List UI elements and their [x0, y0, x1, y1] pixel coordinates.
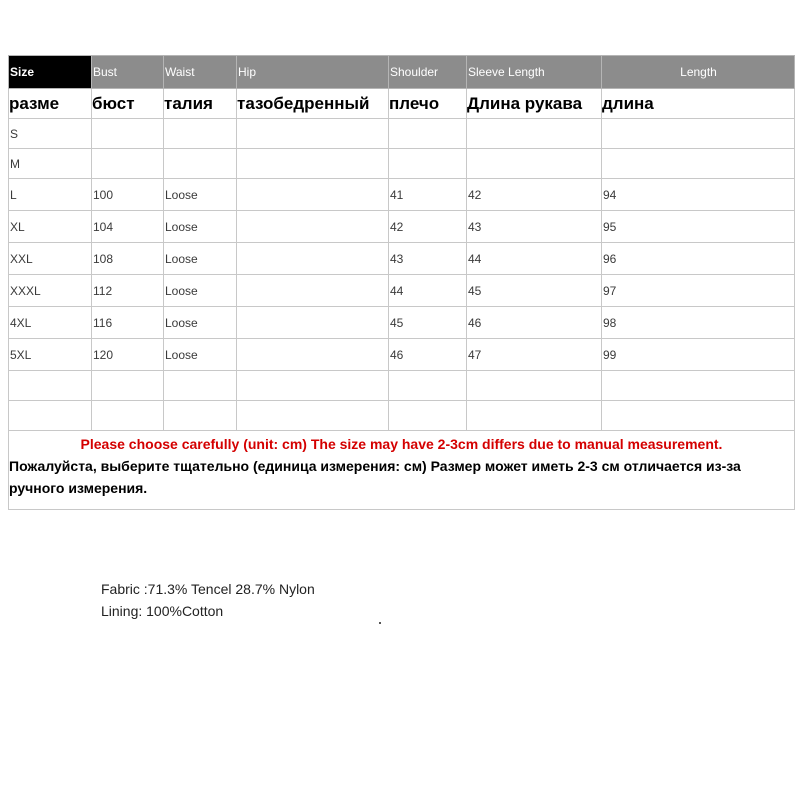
- cell-hip: [237, 179, 389, 211]
- cell-bust: 108: [92, 243, 164, 275]
- cell-size: M: [9, 149, 92, 179]
- cell-length: [602, 119, 795, 149]
- cell-bust: 116: [92, 307, 164, 339]
- table-row: [9, 211, 795, 243]
- ru-header-waist: талия: [164, 89, 237, 119]
- cell-bust: 100: [92, 179, 164, 211]
- table-row: [9, 179, 795, 211]
- header-size: Size: [9, 56, 92, 89]
- cell-hip: [237, 149, 389, 179]
- russian-header-row: [9, 89, 795, 119]
- cell-shoulder: [389, 371, 467, 401]
- cell-size: [9, 371, 92, 401]
- cell-hip: [237, 339, 389, 371]
- table-row: [9, 401, 795, 431]
- measurement-warning-english: Please choose carefully (unit: cm) The size may have 2-3cm differs due to manual measurement.: [80, 436, 723, 452]
- cell-sleeve-length: 46: [467, 307, 602, 339]
- cell-shoulder: 43: [389, 243, 467, 275]
- cell-shoulder: 45: [389, 307, 467, 339]
- size-chart-table: [8, 55, 795, 510]
- cell-waist: Loose: [164, 211, 237, 243]
- ru-header-sleeve-length: Длина рукава: [467, 89, 602, 119]
- cell-length: 95: [602, 211, 795, 243]
- table-row: [9, 149, 795, 179]
- cell-shoulder: 46: [389, 339, 467, 371]
- cell-sleeve-length: 47: [467, 339, 602, 371]
- cell-hip: [237, 119, 389, 149]
- cell-sleeve-length: [467, 119, 602, 149]
- cell-length: 97: [602, 275, 795, 307]
- table-row: [9, 243, 795, 275]
- cell-length: 94: [602, 179, 795, 211]
- cell-bust: 112: [92, 275, 164, 307]
- cell-hip: [237, 371, 389, 401]
- stray-dot: [379, 622, 381, 624]
- cell-sleeve-length: [467, 371, 602, 401]
- cell-waist: [164, 119, 237, 149]
- cell-size: [9, 401, 92, 431]
- lining-composition: Lining: 100%Cotton: [101, 603, 224, 619]
- cell-shoulder: 42: [389, 211, 467, 243]
- cell-waist: Loose: [164, 307, 237, 339]
- table-row: [9, 339, 795, 371]
- cell-waist: Loose: [164, 243, 237, 275]
- ru-header-hip: тазобедренный: [237, 89, 389, 119]
- table-row: [9, 275, 795, 307]
- note-cell: [9, 431, 795, 510]
- cell-waist: Loose: [164, 339, 237, 371]
- ru-header-shoulder: плечо: [389, 89, 467, 119]
- cell-bust: [92, 119, 164, 149]
- cell-hip: [237, 307, 389, 339]
- cell-length: 96: [602, 243, 795, 275]
- cell-size: 5XL: [9, 339, 92, 371]
- cell-shoulder: [389, 149, 467, 179]
- cell-bust: [92, 149, 164, 179]
- cell-size: L: [9, 179, 92, 211]
- cell-waist: [164, 371, 237, 401]
- ru-header-bust: бюст: [92, 89, 164, 119]
- cell-length: [602, 371, 795, 401]
- cell-hip: [237, 275, 389, 307]
- ru-header-size: разме: [9, 89, 92, 119]
- cell-sleeve-length: [467, 401, 602, 431]
- fabric-info: [101, 578, 315, 622]
- header-waist: Waist: [164, 56, 237, 89]
- header-sleeve-length: Sleeve Length: [467, 56, 602, 89]
- header-length: Length: [602, 56, 795, 89]
- table-row: [9, 371, 795, 401]
- cell-length: 99: [602, 339, 795, 371]
- cell-hip: [237, 401, 389, 431]
- cell-waist: [164, 401, 237, 431]
- cell-size: 4XL: [9, 307, 92, 339]
- header-bust: Bust: [92, 56, 164, 89]
- cell-length: [602, 149, 795, 179]
- ru-header-length: длина: [602, 89, 795, 119]
- cell-hip: [237, 243, 389, 275]
- cell-shoulder: [389, 119, 467, 149]
- cell-shoulder: [389, 401, 467, 431]
- table-row: [9, 119, 795, 149]
- cell-size: XXXL: [9, 275, 92, 307]
- cell-sleeve-length: 43: [467, 211, 602, 243]
- cell-sleeve-length: 45: [467, 275, 602, 307]
- cell-size: XL: [9, 211, 92, 243]
- cell-sleeve-length: 44: [467, 243, 602, 275]
- cell-waist: [164, 149, 237, 179]
- cell-shoulder: 44: [389, 275, 467, 307]
- cell-bust: [92, 371, 164, 401]
- note-row: [9, 431, 795, 510]
- cell-bust: [92, 401, 164, 431]
- cell-sleeve-length: 42: [467, 179, 602, 211]
- cell-size: XXL: [9, 243, 92, 275]
- header-hip: Hip: [237, 56, 389, 89]
- header-shoulder: Shoulder: [389, 56, 467, 89]
- cell-length: 98: [602, 307, 795, 339]
- fabric-composition: Fabric :71.3% Tencel 28.7% Nylon: [101, 581, 315, 597]
- cell-bust: 104: [92, 211, 164, 243]
- measurement-warning-russian: Пожалуйста, выберите тщательно (единица измерения: см) Размер может иметь 2-3 см отличается из-за ручного измерения.: [9, 458, 741, 496]
- cell-hip: [237, 211, 389, 243]
- cell-waist: Loose: [164, 179, 237, 211]
- cell-shoulder: 41: [389, 179, 467, 211]
- header-row: [9, 56, 795, 89]
- cell-bust: 120: [92, 339, 164, 371]
- cell-waist: Loose: [164, 275, 237, 307]
- table-row: [9, 307, 795, 339]
- cell-size: S: [9, 119, 92, 149]
- cell-length: [602, 401, 795, 431]
- cell-sleeve-length: [467, 149, 602, 179]
